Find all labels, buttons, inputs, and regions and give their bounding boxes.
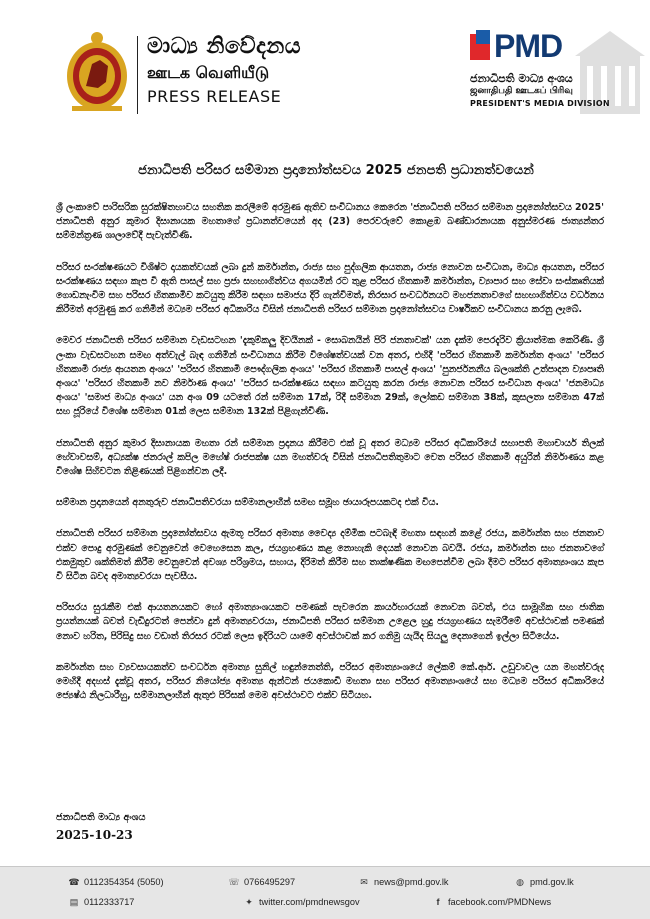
footer-fax-text: 0112333717 xyxy=(84,897,135,907)
pmd-name-english: PRESIDENT'S MEDIA DIVISION xyxy=(470,99,610,108)
pmd-logo-text: PMD xyxy=(494,28,563,64)
press-release-title-english: PRESS RELEASE xyxy=(147,87,282,106)
document-title: ජනාධිපති පරිසර සම්මාන ප්‍රදානෝත්සවය 2025 ජනපති ප්‍රධානත්වයෙන් xyxy=(138,163,534,178)
footer-twitter-text: twitter.com/pmdnewsgov xyxy=(259,897,360,907)
pmd-name-tamil: ஜனாதிபதி ஊடகப் பிரிவு xyxy=(470,86,573,96)
header-divider xyxy=(137,36,138,114)
globe-icon: ◍ xyxy=(516,877,524,887)
footer-phone-text: 0112354354 (5050) xyxy=(84,877,164,887)
footer-facebook-text: facebook.com/PMDNews xyxy=(448,897,552,907)
body-paragraph: සම්මාන ප්‍රදානයෙන් අනතුරුව ජනාධිපතිවරයා සම්මානලාභීන් සමඟ සමූහ ඡායාරූපයකටද එක් විය. xyxy=(56,497,439,509)
body-paragraph: ජනාධිපති පරිසර සම්මාන ප්‍රදානෝත්සවය ඇමතූ පරිසර අමාත්‍ය වෛද්‍ය දම්මික පටබැඳි මහතා සඳහන් කළේ රජය, කර්මාන්ත සහ ජනතාව එක්ව පොදු අරමුණක් වෙනුවෙන් වෙහෙසෙන කල, ජයග්‍රහණය කළ නොහැකි දෙයක් නොවන බවයි. රජය, කර්මාන්ත සහ ජනතාවගේ එකමුතුව ශක්තිමත් කිරීම වෙනුවෙන් අවශ්‍ය පරිශ්‍රමය, සහාය, දිරිමත් කිරීම සහ තාක්ෂණික මඟපෙන්වීම ලබා දීමට පරිසර අමාත්‍යාංශය කැප වී සිටින බවද අමාත්‍යවරයා පැවසීය. xyxy=(56,528,604,583)
document-body xyxy=(56,201,604,720)
fax-icon: ▤ xyxy=(69,897,79,907)
pmd-name-sinhala: ජනාධිපති මාධ්‍ය අංශය xyxy=(470,72,573,85)
footer-website[interactable] xyxy=(514,877,574,888)
body-paragraph: පරිසර සංරක්ෂණයට විශිෂ්ට දායකත්වයක් ලබා දුන් කර්මාන්ත, රාජ්‍ය සහ පුද්ගලික ආයතන, රාජ්‍ය නොවන සංවිධාන, මාධ්‍ය ආයතන, පරිසර සංරක්ෂණය සඳහා කැප වී ඇති පාසල් සහ ප්‍රජා සහභාගිත්වය අගයමින් රට තුළ පරිසර හිතකාමී කර්මාන්ත, ව්‍යාපාර සහ සේවා සංස්කෘතියක් ගොඩනැංවීම සහ පරිසර හිතකාමීව කටයුතු කිරීම සඳහා සමාජය දිරි ගැන්වීමත්, තිරසාර සංවර්ධනයට මහජනතාවගේ සහභාගිත්වය වර්ධනය කිරීමත් අරමුණු කර ගනිමින් මධ්‍යම පරිසර අධිකාරිය විසින් ජනාධිපති පරිසර සම්මාන ප්‍රදානෝත්සවය වාර්ෂිකව සංවිධානය කරනු ලැබේ. xyxy=(56,261,604,316)
phone-icon: ☎ xyxy=(68,877,80,887)
sri-lanka-emblem-icon xyxy=(62,30,132,114)
body-paragraph: පරිසරය සුරැකීම එක් ආයතනයකට හෝ අමාත්‍යාංශයකට පමණක් පැවරෙන කාර්යභාරයක් නොවන බවත්, එය සාමූහික සහ ජාතික ප්‍රයත්නයක් බවත් වැඩිදුරටත් පෙන්වා දුන් අමාත්‍යවරයා, ජනාධිපති පරිසර සම්මාන උළෙල හුදු ජයග්‍රහණය සැමරීමේ අවස්ථාවක් පමණක් නොව හරිත, පිරිසිදු සහ වඩාත් තිරසර රටක් ලෙස ඉදිරියට යාමේ අවස්ථාවක් කර ගනිමු යැයිද සියලු දෙනාගෙන් ඉල්ලා සිටියේය. xyxy=(56,602,604,642)
email-icon: ✉ xyxy=(360,877,368,887)
twitter-icon: ✦ xyxy=(245,897,253,907)
release-date: 2025-10-23 xyxy=(56,828,133,842)
footer-website-text: pmd.gov.lk xyxy=(530,877,574,887)
footer-fax[interactable] xyxy=(68,897,134,908)
contact-footer xyxy=(0,866,650,919)
press-release-header xyxy=(0,0,650,140)
body-paragraph: ශ්‍රී ලංකාවේ පාරිසරික සුරක්ෂිතභාවය සහතික කරලීමේ අරමුණ ඇතිව සංවිධානය කෙරෙන 'ජනාධිපති පරිසර සම්මාන ප්‍රදානෝත්සවය 2025' ජනාධිපති අනුර කුමාර දිසානායක මහතාගේ ප්‍රධානත්වයෙන් අද (23) පෙරවරුවේ කොළඹ බණ්ඩාරනායක අනුස්මරණ ජාත්‍යන්තර සම්මන්ත්‍රණ ශාලාවේදී පැවැත්විණි. xyxy=(56,202,604,242)
facebook-icon: f xyxy=(436,897,440,907)
signature-line: ජනාධිපති මාධ්‍ය අංශය xyxy=(56,812,146,823)
footer-mobile-text: 0766495297 xyxy=(244,877,296,887)
body-paragraph: මෙවර ජනාධිපති පරිසර සම්මාන වැඩසටහන 'දැකුම්කලු දිවයිනක් - සොබනයින් පිරි ජනතාවක්' යන දැක්ම පෙරදැරිව ක්‍රියාත්මක කෙරිණි. ශ්‍රී ලංකා වැඩසටහන සමඟ අත්වැල් බැඳ ගනිමින් සංවිධානය කිරීම විශේෂත්වයක් වන අතර, එහිදී 'පරිසර හිතකාමී කර්මාන්ත අංශය' 'පරිසර හිතකාමී රාජ්‍ය ආයතන අංශය' 'පරිසර හිතකාමී පෞද්ගලික අංශය' 'පරිසර හිතකාමී පාසල් අංශය' 'පුනර්ජනනීය බලශක්ති උත්පාදන ව්‍යාපෘති අංශය' 'පරිසර හිතකාමී නව නිර්මාණ අංශය' 'පරිසර සංරක්ෂණය සඳහා කටයුතු කරන රාජ්‍ය නොවන පරිසර සංවිධාන අංශය' 'ජනමාධ්‍ය අංශය' 'සමාජ මාධ්‍ය අංශය' යන අංශ 09 යටතේ රන් සම්මාන 17ක්, රිදී සම්මාන 29ක්, ලෝකඩ සම්මාන 38ක්, කුසලතා සම්මාන 47ක් සහ ජූරියේ විශේෂ සම්මාන 01ක් ලෙස සම්මාන 132ක් පිළිගැන්විණි. xyxy=(56,335,604,418)
press-release-title-tamil: ஊடக வெளியீடு xyxy=(147,63,270,82)
mobile-phone-icon: ☏ xyxy=(228,877,240,887)
pmd-logo xyxy=(470,30,590,74)
body-paragraph: කර්මාන්ත සහ ව්‍යවසායකත්ව සංවර්ධන අමාත්‍ය සුනිල් හඳුන්නෙත්ති, පරිසර අමාත්‍යාංශයේ ලේකම් කේ.ආර්. උඩුවාවල යන මහත්වරුද මෙහිදී අදහස් දැක්වූ අතර, පරිසර නියෝජ්‍ය අමාත්‍ය ඇන්ටන් ජයකොඩි මහතා සහ පරිසර අමාත්‍යාංශයේ සහ මධ්‍යම පරිසර අධිකාරියේ ජ්‍යෙෂ්ඨ නිලධාරීහු, සම්මානලාභීන් ඇතුළු පිරිසක් මෙම අවස්ථාවට එක්ව සිටියහ. xyxy=(56,661,604,702)
footer-email[interactable] xyxy=(358,877,449,888)
press-release-title-sinhala: මාධ්‍ය නිවේදනය xyxy=(147,34,302,59)
footer-mobile[interactable] xyxy=(228,877,295,888)
footer-phone[interactable] xyxy=(68,877,164,888)
body-paragraph: ජනාධිපති අනුර කුමාර දිසානායක මහතා රන් සම්මාන ප්‍රදානය කිරීමට එක් වූ අතර මධ්‍යම පරිසර අධිකාරියේ සභාපති මහාචාර්ය තිලක් හේවාවසම්, අධ්‍යක්ෂ ජනරාල් කපිල මහේෂ් රාජපක්ෂ යන මහත්වරු විසින් ජනාධිපතිතුමාට වෙත පරිසර හිතකාමී අයුරින් නිර්මාණය කළ විශේෂ සිහිවටන තිළිණයක් පිළිගන්වන ලදී. xyxy=(56,437,604,478)
footer-twitter[interactable] xyxy=(243,897,360,908)
footer-email-text: news@pmd.gov.lk xyxy=(374,877,449,887)
pmd-logo-blue-mark xyxy=(476,30,490,44)
footer-facebook[interactable] xyxy=(432,897,551,907)
footer-divider xyxy=(0,866,650,867)
